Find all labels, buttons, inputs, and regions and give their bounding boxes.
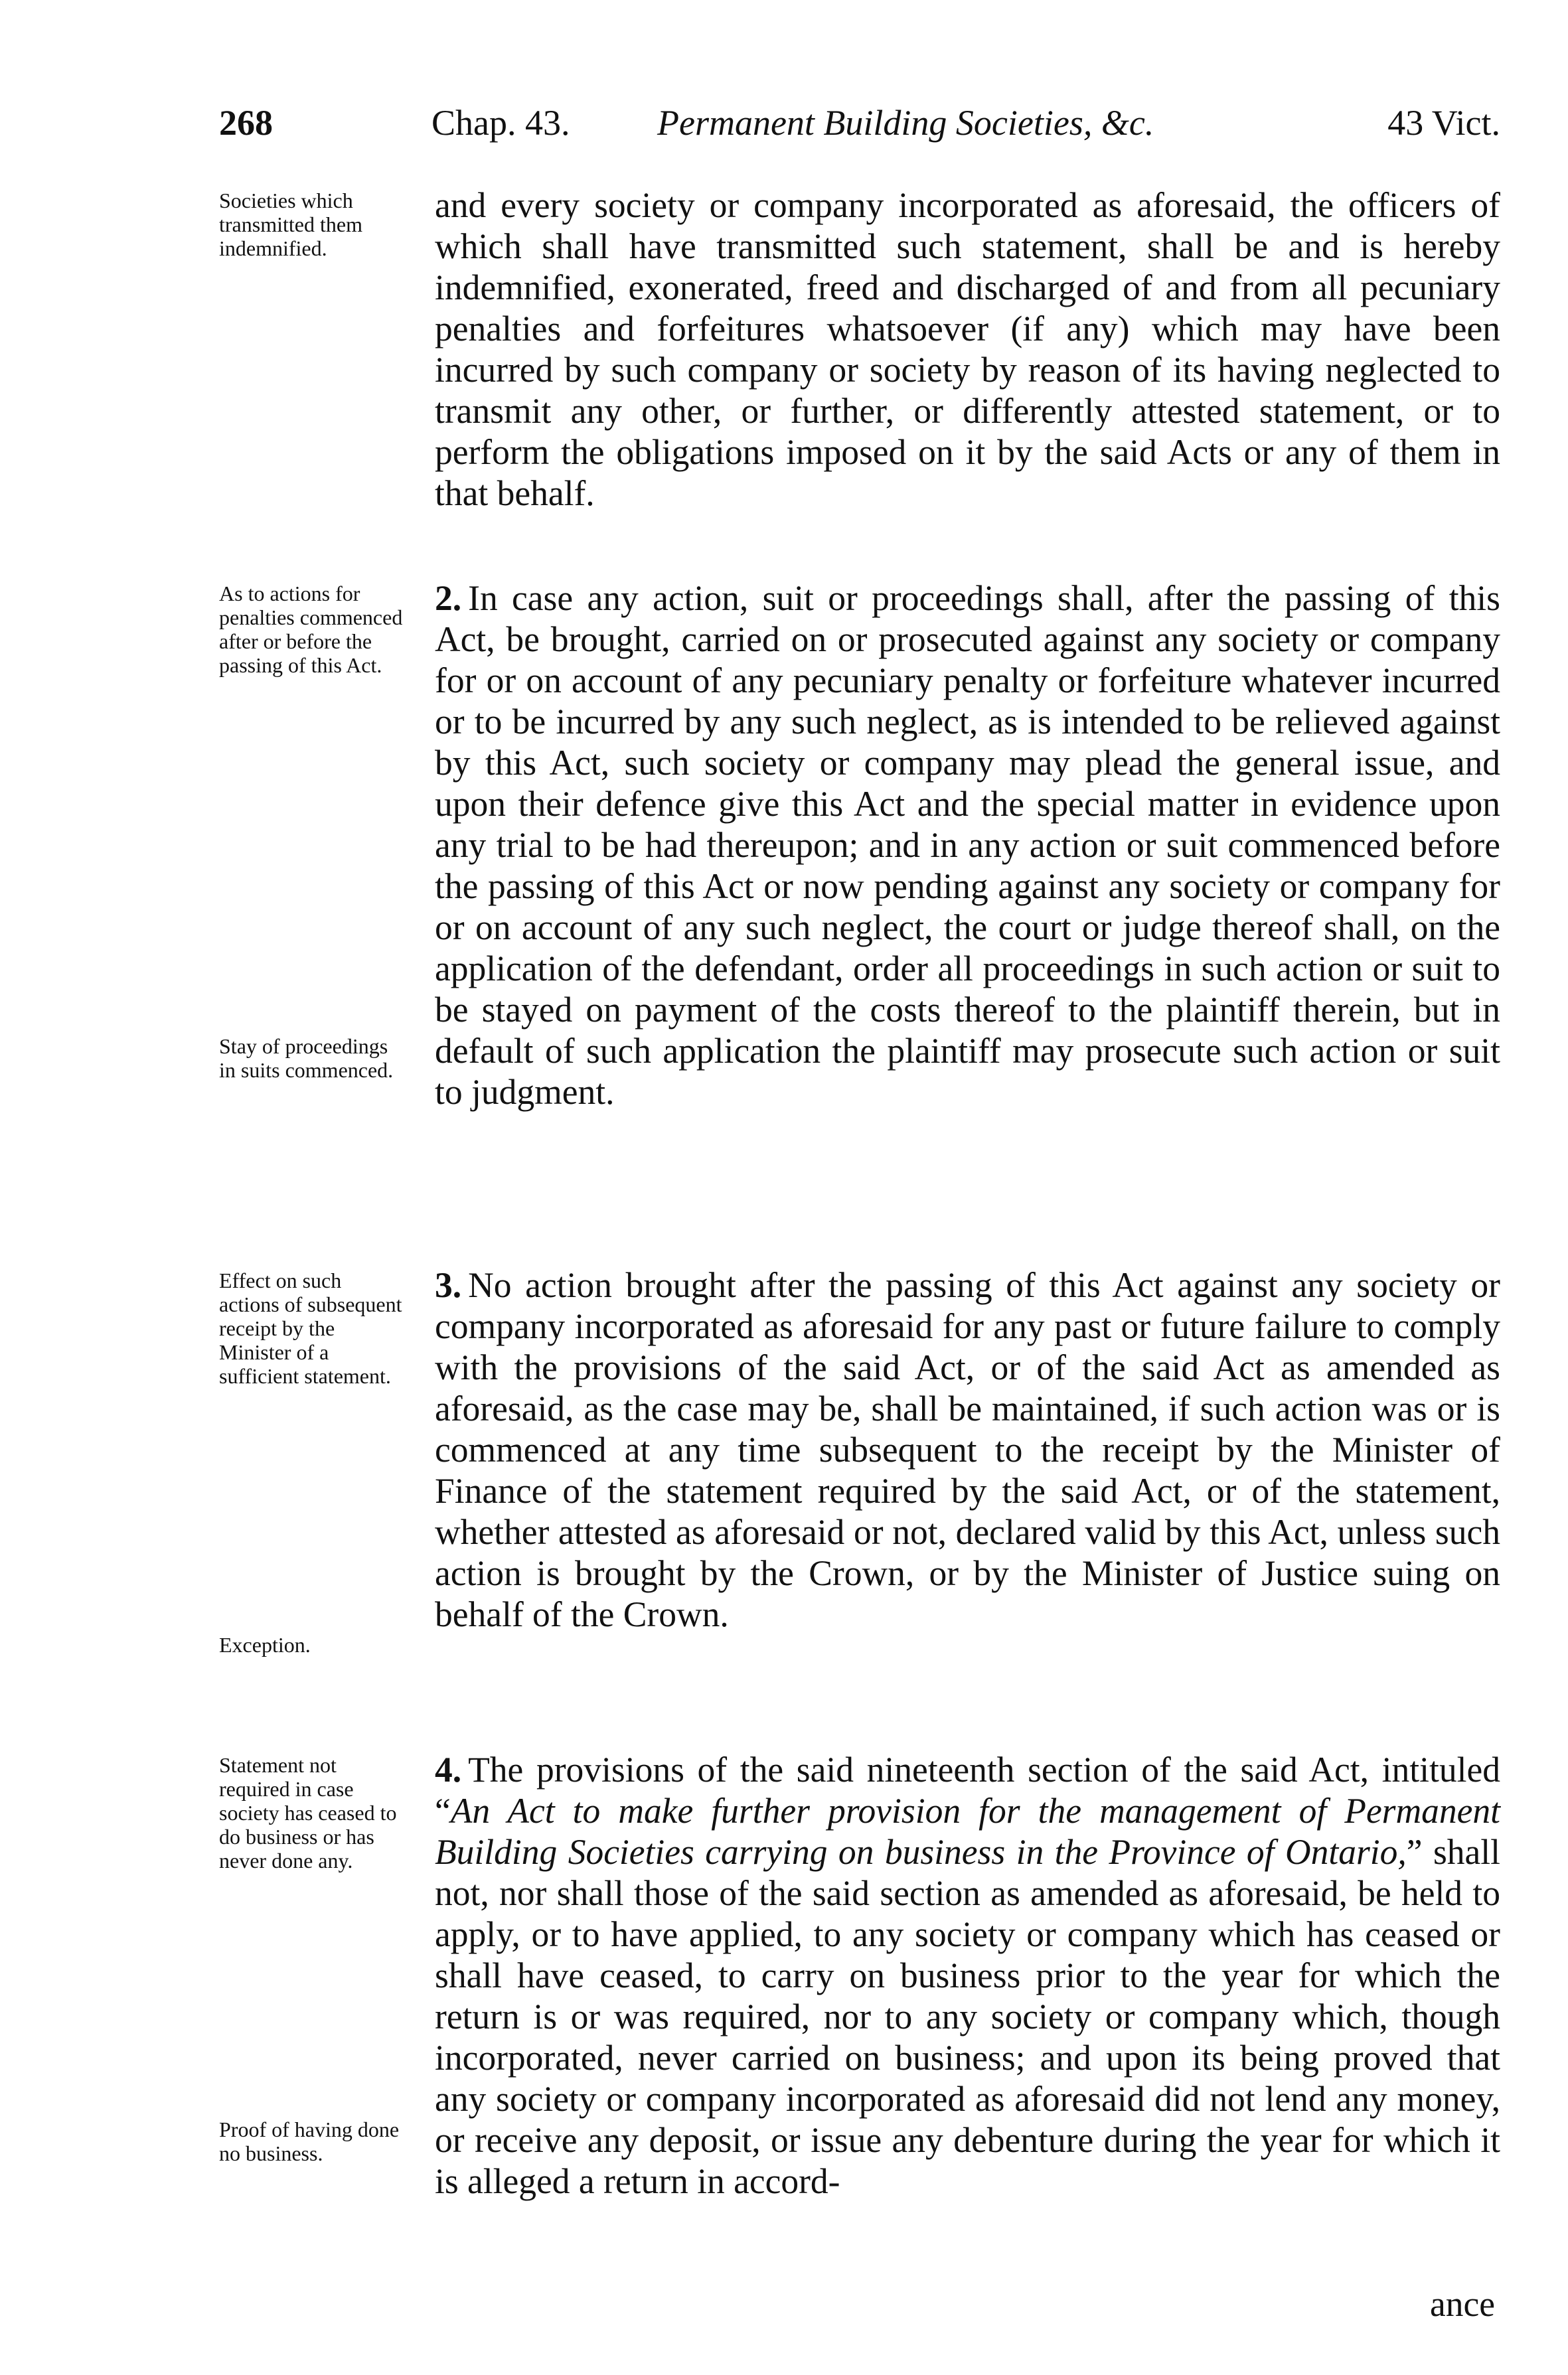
catchword: ance [1430,2284,1495,2324]
running-title: Permanent Building Societies, &c. [657,103,1154,143]
margin-note: Exception. [219,1633,311,1657]
section-body [435,1264,1500,1635]
margin-note: Societies which transmitted them indemnified. [219,189,362,260]
running-header [219,100,1500,146]
act-title: An Act to make further provision for the management of Permanent Building Societies carrying on business in the Province of Ontario, [435,1791,1500,1872]
margin-note: Effect on such actions of subsequent receipt by the Minister of a sufficient statement. [219,1268,402,1388]
section-body [435,577,1500,1112]
section-text: and every society or company incorporated as aforesaid, the officers of which shall have transmitted such statement, shall be and is hereby indemnified, exonerated, freed and discharged of and from all pecuniary penalties and forfeitures whatsoever (if any) which may have been incurred by such company or society by reason of its having neglected to transmit any other, or further, or differently attested statement, or to perform the obligations imposed on it by the said Acts or any of them in that behalf. [435,185,1500,513]
section-text: No action brought after the passing of this Act against any society or company incorporated as aforesaid for any past or future failure to comply with the provisions of the said Act, or of the said Act as amended as aforesaid, as the case may be, shall be maintained, if such action was or is commenced at any time subsequent to the receipt by the Minister of Finance of the statement required by the said Act, or of the statement, whether attested as aforesaid or not, declared valid by this Act, unless such action is brought by the Crown, or by the Minister of Justice suing on behalf of the Crown. [435,1265,1500,1634]
margin-note: Stay of proceedings in suits commenced. [219,1034,394,1082]
margin-note: Statement not required in case society has ceased to do business or has never done any. [219,1753,397,1873]
margin-note: As to actions for penalties commenced after or before the passing of this Act. [219,581,403,677]
section-number: 2. [435,578,462,618]
section-text-part: ” shall not, nor shall those of the said section as amended as aforesaid, be held to apply, or to have applied, to any society or company which has ceased or shall have ceased, to carry on business prior to the year for which the return is or was required, nor to any society or company which, though incorporated, never carried on business; and upon its being proved that any society or company incorporated as aforesaid did not lend any money, or receive any deposit, or issue any debenture during the year for which it is alleged a return in accord- [435,1832,1500,2201]
section-number: 3. [435,1265,462,1305]
section-text-part: The provisions of the said nineteenth section of the said Act, intituled “ [435,1750,1500,1831]
section-body [435,185,1500,514]
section-text: In case any action, suit or proceedings shall, after the passing of this Act, be brought, carried on or prosecuted against any society or company for or on account of any pecuniary penalty or forfeiture whatever incurred or to be incurred by any such neglect, as is intended to be relieved against by this Act, such society or company may plead the general issue, and upon their defence give this Act and the special matter in evidence upon any trial to be had thereupon; and in any action or suit commenced before the passing of this Act or now pending against any society or company for or on account of any such neglect, the court or judge thereof shall, on the application of the defendant, order all proceedings in such action or suit to be stayed on payment of the costs thereof to the plaintiff therein, but in default of such application the plaintiff may prosecute such action or suit to judgment. [435,578,1500,1112]
regnal-year: 43 Vict. [1387,103,1500,143]
margin-note: Proof of having done no business. [219,2117,400,2165]
chapter-label: Chap. 43. [431,103,570,143]
section-body [435,1749,1500,2202]
section-number: 4. [435,1750,462,1790]
page-number: 268 [219,103,273,143]
